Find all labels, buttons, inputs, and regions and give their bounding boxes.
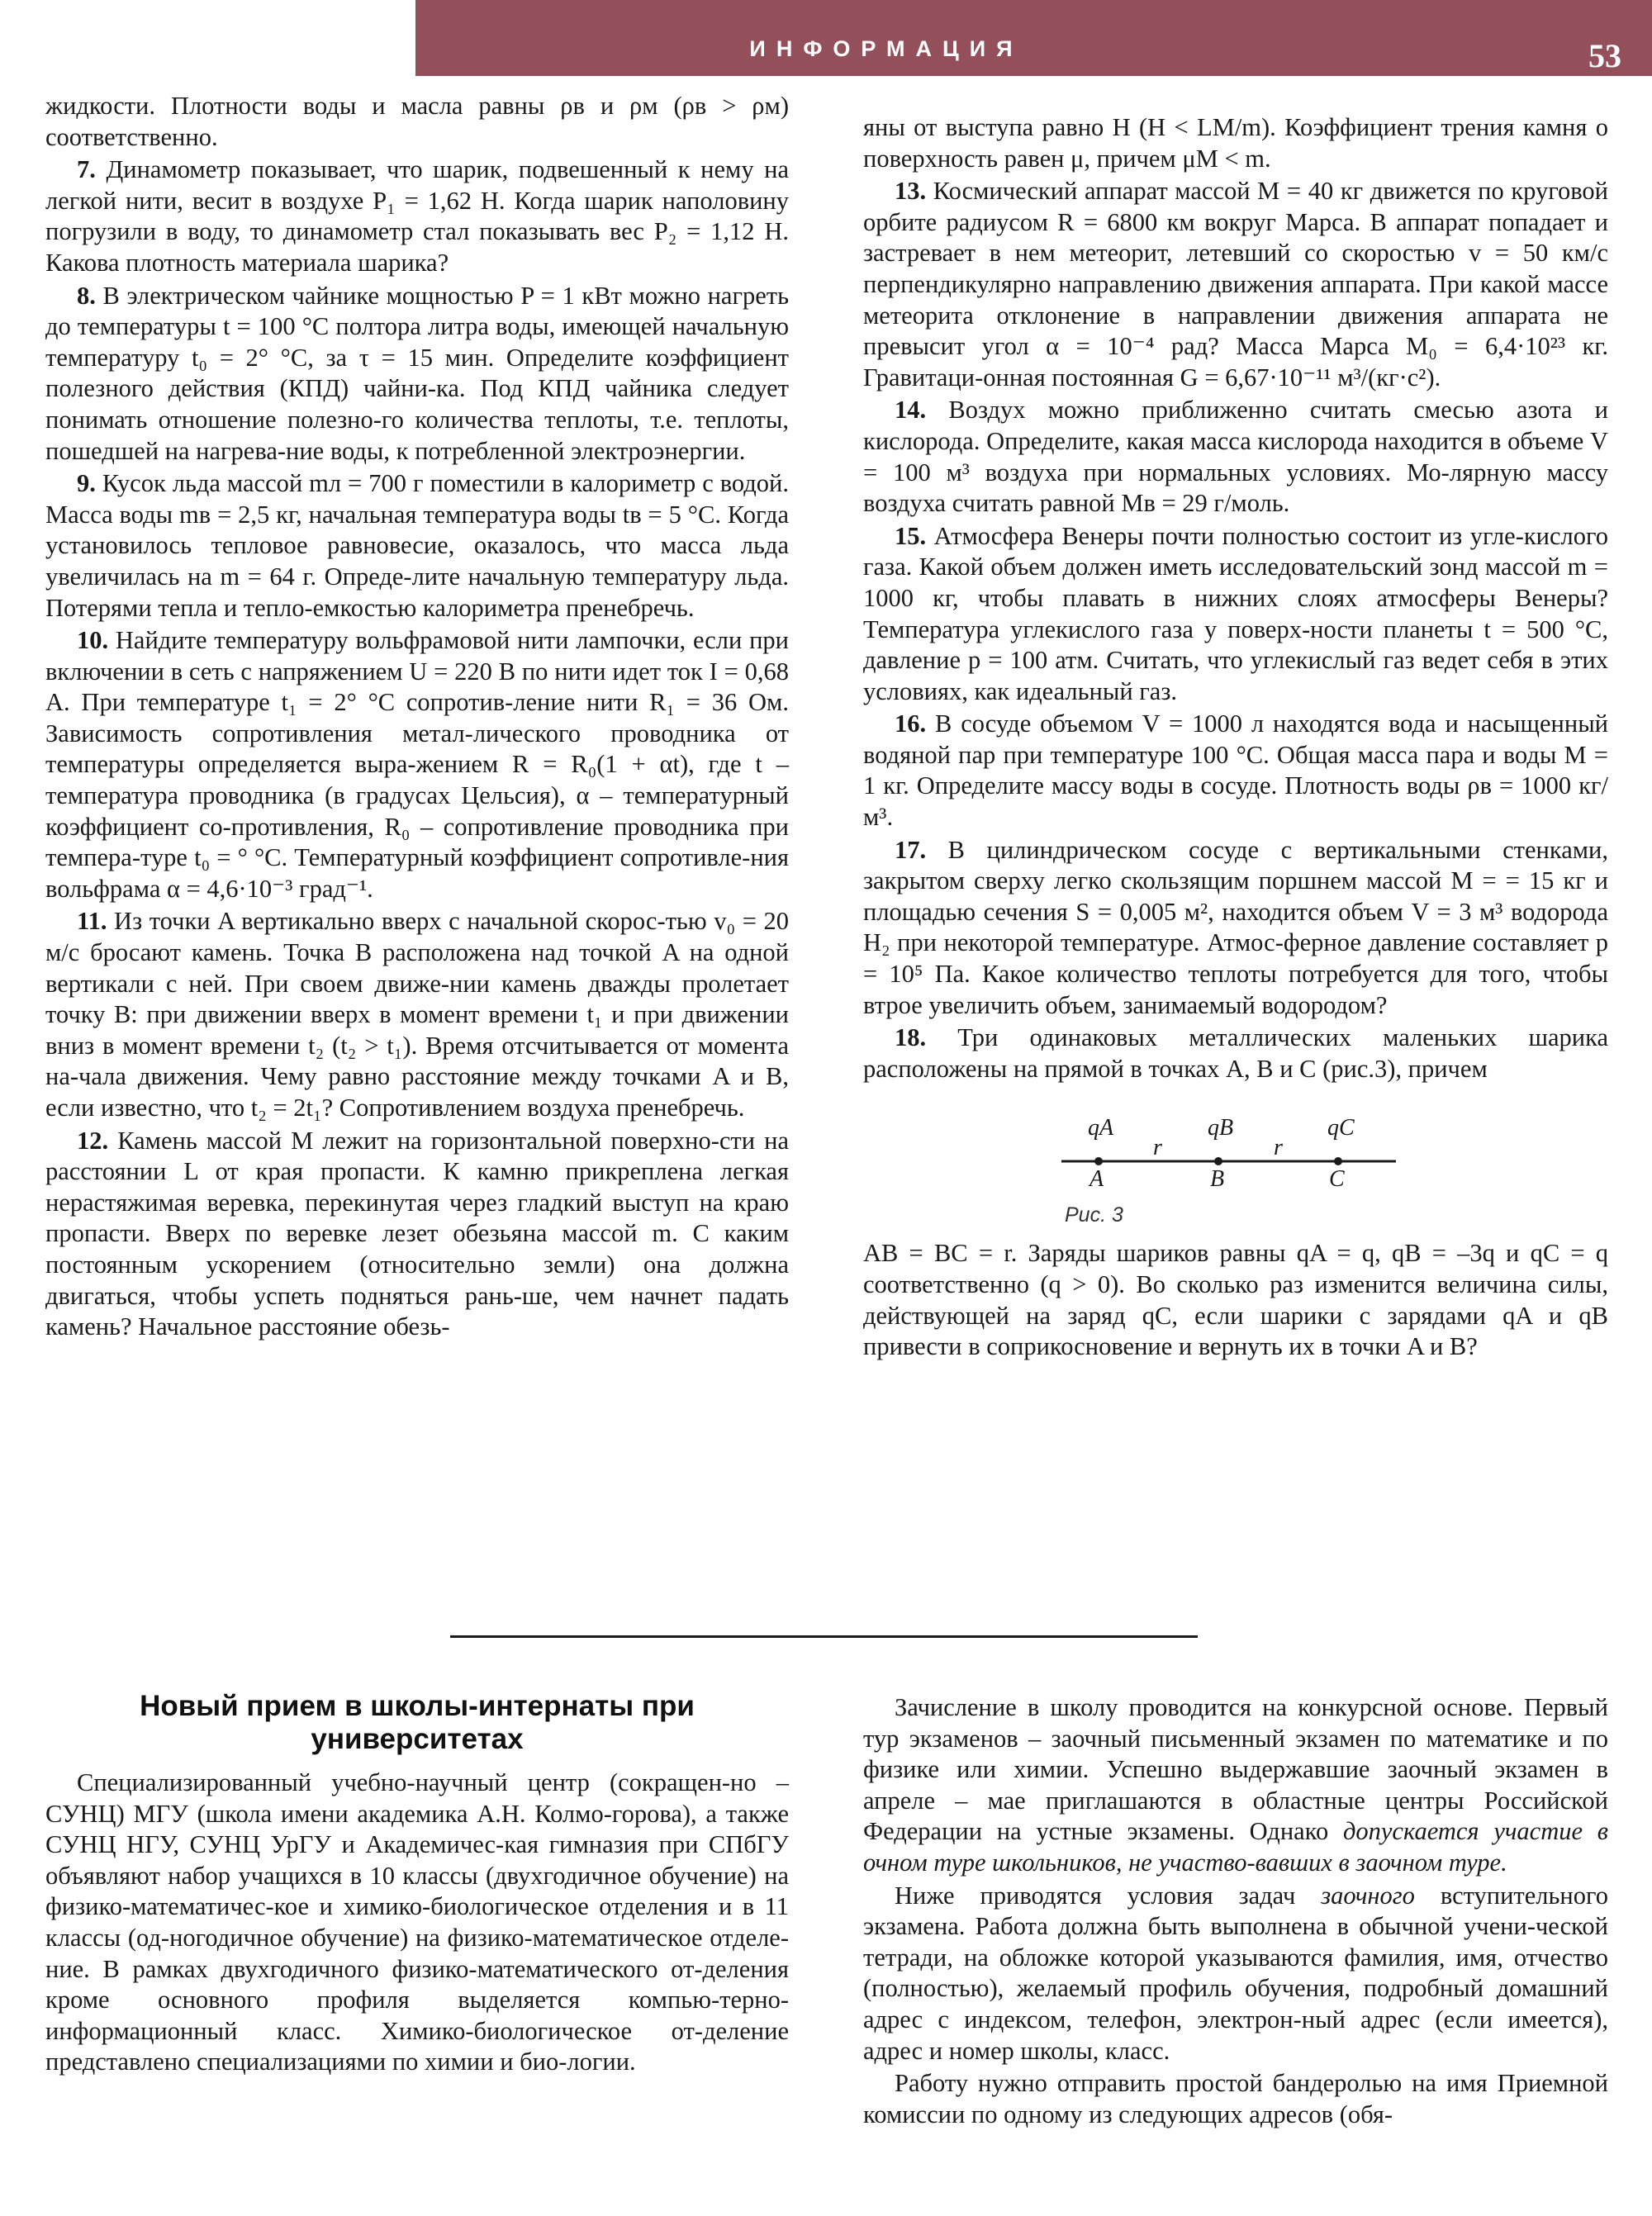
- problem-18-continuation: AB = BC = r. Заряды шариков равны qA = q, qB = –3q и qC = q соответственно (q > 0). Во сколько раз изменится величина силы, действующей на заряд qC, если шарики с зарядами qA и qB привести в соприкосновение и вернуть их в точки A и B?: [863, 1239, 1608, 1361]
- problem-16-text: В сосуде объемом V = 1000 л находятся вода и насыщенный водяной пар при температуре 100 °С. Общая масса пара и воды M = 1 кг. Определите массу воды в сосуде. Плотность воды ρв = 1000 кг/м³.: [863, 709, 1609, 832]
- problem-14: [863, 395, 1608, 519]
- section-paragraph-1-text: Зачисление в школу проводится на конкурсной основе. Первый тур экзаменов – заочный письменный экзамен по математике и по физике или химии. Успешно выдержавшие заочный экзамен в апреле – мае приглашаются в областные центры Российской Федерации на устные экзамены. Однако: [863, 1693, 1608, 1846]
- page-number: 53: [1588, 37, 1621, 74]
- problem-8-number: 8.: [77, 281, 96, 310]
- problem-14-number: 14.: [895, 396, 927, 425]
- problem-16: [863, 709, 1608, 833]
- problem-18-number: 18.: [895, 1023, 927, 1052]
- problem-7-number: 7.: [77, 155, 96, 184]
- section-paragraph-2: [863, 1881, 1608, 2067]
- section-paragraph-2-start: Ниже приводятся условия задач: [895, 1881, 1296, 1910]
- section-paragraph-1-italic: допускается участие в очном туре школьников, не участво-вавших в заочном туре.: [863, 1817, 1609, 1877]
- header-title: ИНФОРМАЦИЯ: [749, 36, 1023, 61]
- section-intro-paragraph: Специализированный учебно-научный центр (сокращен-но – СУНЦ) МГУ (школа имени академика А.Н. Колмо-горова), а также СУНЦ НГУ, СУНЦ УрГУ и Академичес-кая гимназия при СПбГУ объявляют набор учащихся в 10 классы (двухгодичное обучение) на физико-математичес-кое и химико-биологическое отделения и в 11 классы (од-ногодичное обучение) на физико-математическое отделе-ние. В рамках двухгодичного физико-математического от-деления кроме основного профиля выделяется компью-терно-информационный класс. Химико-биологическое от-деление представлено специализациями по химии и био-логии.: [45, 1768, 789, 2076]
- point-a-dot: [1094, 1157, 1103, 1165]
- problem-9-text: Кусок льда массой mл = 700 г поместили в калориметр с водой. Масса воды mв = 2,5 кг, начальная температура воды tв = 5 °С. Когда установилось тепловое равновесие, оказалось, что масса льда увеличилась на m = 64 г. Опреде-лите начальную температуру льда. Потерями тепла и тепло-емкостью калориметра пренебречь.: [45, 469, 789, 622]
- problem-7: [45, 154, 789, 278]
- problem-17: [863, 835, 1608, 1022]
- problem-13-number: 13.: [895, 177, 927, 206]
- problem-14-text: Воздух можно приближенно считать смесью азота и кислорода. Определите, какая масса кислорода находится в объеме V = 100 м³ воздуха при нормальных условиях. Мо-лярную массу воздуха считать равной Mв = 29 г/моль.: [863, 396, 1609, 518]
- point-c-dot: [1334, 1157, 1342, 1165]
- distance-bc-label: r: [1274, 1135, 1283, 1161]
- problem-7-text: Динамометр показывает, что шарик, подвешенный к нему на легкой нити, весит в воздухе P₁ = 1,62 Н. Когда шарик наполовину погрузили в воду, то динамометр стал показывать вес P₂ = 1,12 Н. Какова плотность материала шарика?: [45, 155, 790, 277]
- charge-c-label: qC: [1327, 1115, 1355, 1141]
- problem-8-text: В электрическом чайнике мощностью P = 1 кВт можно нагреть до температуры t = 100 °С полтора литра воды, имеющей начальную температуру t₀ = 2° °С, за τ = 15 мин. Определите коэффициент полезного действия (КПД) чайни-ка. Под КПД чайника следует понимать отношение полезно-го количества теплоты, т.е. теплоты, пошедшей на нагрева-ние воды, к потребленной электроэнергии.: [45, 281, 789, 465]
- problem-13: [863, 176, 1608, 393]
- section-right-column: [863, 1692, 1608, 2130]
- figure-caption: Рис. 3: [1065, 1203, 1123, 1227]
- charge-a-label: qA: [1088, 1115, 1114, 1141]
- point-b-label: B: [1210, 1166, 1225, 1193]
- point-b-dot: [1214, 1157, 1222, 1165]
- intro-paragraph: жидкости. Плотности воды и масла равны ρв и ρм (ρв > ρм) соответственно.: [45, 92, 789, 151]
- right-column: [863, 112, 1608, 1363]
- section-title: Новый прием в школы-интернаты при университетах: [140, 1690, 695, 1755]
- problem-10: [45, 625, 789, 904]
- problem-11-text: Из точки A вертикально вверх с начальной скорос-тью v₀ = 20 м/с бросают камень. Точка B расположена над точкой A на одной вертикали с ней. При своем движе-нии камень дважды пролетает точку B: при движении вверх в момент времени t₁ и при движении вниз в момент времени t₂ (t₂ > t₁). Время отсчитывается от момента на-чала движения. Чему равно расстояние между точками A и B, если известно, что t₂ = 2t₁? Сопротивлением воздуха пренебречь.: [45, 907, 789, 1122]
- point-a-label: A: [1089, 1166, 1104, 1193]
- header-bar: [415, 0, 1652, 76]
- problem-15-text: Атмосфера Венеры почти полностью состоит из угле-кислого газа. Какой объем должен иметь исследовательский зонд массой m = 1000 кг, чтобы плавать в нижних слоях атмосферы Венеры? Температура углекислого газа у поверх-ности планеты t = 500 °С, давление p = 100 атм. Считать, что углекислый газ ведет себя в этих условиях, как идеальный газ.: [863, 521, 1609, 705]
- problem-12-continuation: яны от выступа равно H (H < LM/m). Коэффициент трения камня о поверхность равен μ, причем μM < m.: [863, 113, 1608, 173]
- problem-18: [863, 1023, 1608, 1084]
- problem-9: [45, 468, 789, 624]
- figure-3: [1061, 1099, 1441, 1227]
- charge-b-label: qB: [1208, 1115, 1234, 1141]
- section-divider: [450, 1635, 1198, 1638]
- problem-15: [863, 521, 1608, 708]
- problem-18-text: Три одинаковых металлических маленьких шарика расположены на прямой в точках A, B и C (рис.3), причем: [863, 1023, 1609, 1083]
- problem-12: [45, 1126, 789, 1343]
- problem-13-text: Космический аппарат массой M = 40 кг движется по круговой орбите радиусом R = 6800 км вокруг Марса. В аппарат попадает и застревает в нем метеорит, летевший со скоростью v = 50 км/с перпендикулярно направлению движения аппарата. При какой массе метеорита отклонение в направлении движения аппарата не превысит угол α = 10⁻⁴ рад? Масса Марса M₀ = 6,4·10²³ кг. Гравитаци-онная постоянная G = 6,67·10⁻¹¹ м³/(кг·с²).: [863, 177, 1609, 391]
- problem-12-text: Камень массой M лежит на горизонтальной поверхно-сти на расстоянии L от края пропасти. К камню прикреплена легкая нерастяжимая веревка, перекинутая через гладкий выступ на краю пропасти. Вверх по веревке лезет обезьяна массой m. С каким постоянным ускорением (относительно земли) она должна двигаться, чтобы успеть подняться рань-ше, чем начнет падать камень? Начальное расстояние обезь-: [45, 1126, 789, 1341]
- problem-16-number: 16.: [895, 709, 927, 738]
- problem-12-number: 12.: [77, 1126, 109, 1155]
- problem-17-number: 17.: [895, 835, 927, 864]
- section-paragraph-1: [863, 1692, 1608, 1879]
- left-column: [45, 91, 789, 1343]
- problem-11-number: 11.: [77, 907, 107, 936]
- problem-11: [45, 906, 789, 1123]
- distance-ab-label: r: [1153, 1135, 1162, 1161]
- section-paragraph-2-italic: заочного: [1321, 1881, 1415, 1910]
- problem-8: [45, 281, 789, 467]
- problem-15-number: 15.: [895, 521, 927, 550]
- point-c-label: C: [1329, 1166, 1345, 1193]
- section-paragraph-3: Работу нужно отправить простой бандеролью на имя Приемной комиссии по одному из следующих адресов (обя-: [863, 2069, 1608, 2128]
- problem-9-number: 9.: [77, 469, 96, 498]
- section-left-column: [45, 1768, 789, 2078]
- problem-10-text: Найдите температуру вольфрамовой нити лампочки, если при включении в сеть с напряжением U = 220 В по нити идет ток I = 0,68 А. При температуре t₁ = 2° °С сопротив-ление нити R₁ = 36 Ом. Зависимость сопротивления метал-лического проводника от температуры определяется выра-жением R = R₀(1 + αt), где t – температура проводника (в градусах Цельсия), α – температурный коэффициент со-противления, R₀ – сопротивление проводника при темпера-туре t₀ = ° °С. Температурный коэффициент сопротивле-ния вольфрама α = 4,6·10⁻³ град⁻¹.: [45, 626, 789, 903]
- section-paragraph-2-end: вступительного экзамена. Работа должна быть выполнена в обычной учени-ческой тетради, на обложке которой указываются фамилия, имя, отчество (полностью), желаемый профиль обучения, подробный домашний адрес с индексом, телефон, электрон-ный адрес (если имеется), адрес и номер школы, класс.: [863, 1881, 1608, 2065]
- problem-17-text: В цилиндрическом сосуде с вертикальными стенками, закрытом сверху легко скользящим поршнем массой M = = 15 кг и площадью сечения S = 0,005 м², находится объем V = 3 м³ водорода H₂ при некоторой температуре. Атмос-ферное давление составляет p = 10⁵ Па. Какое количество теплоты потребуется для того, чтобы втрое увеличить объем, занимаемый водородом?: [863, 835, 1608, 1019]
- problem-10-number: 10.: [77, 626, 109, 655]
